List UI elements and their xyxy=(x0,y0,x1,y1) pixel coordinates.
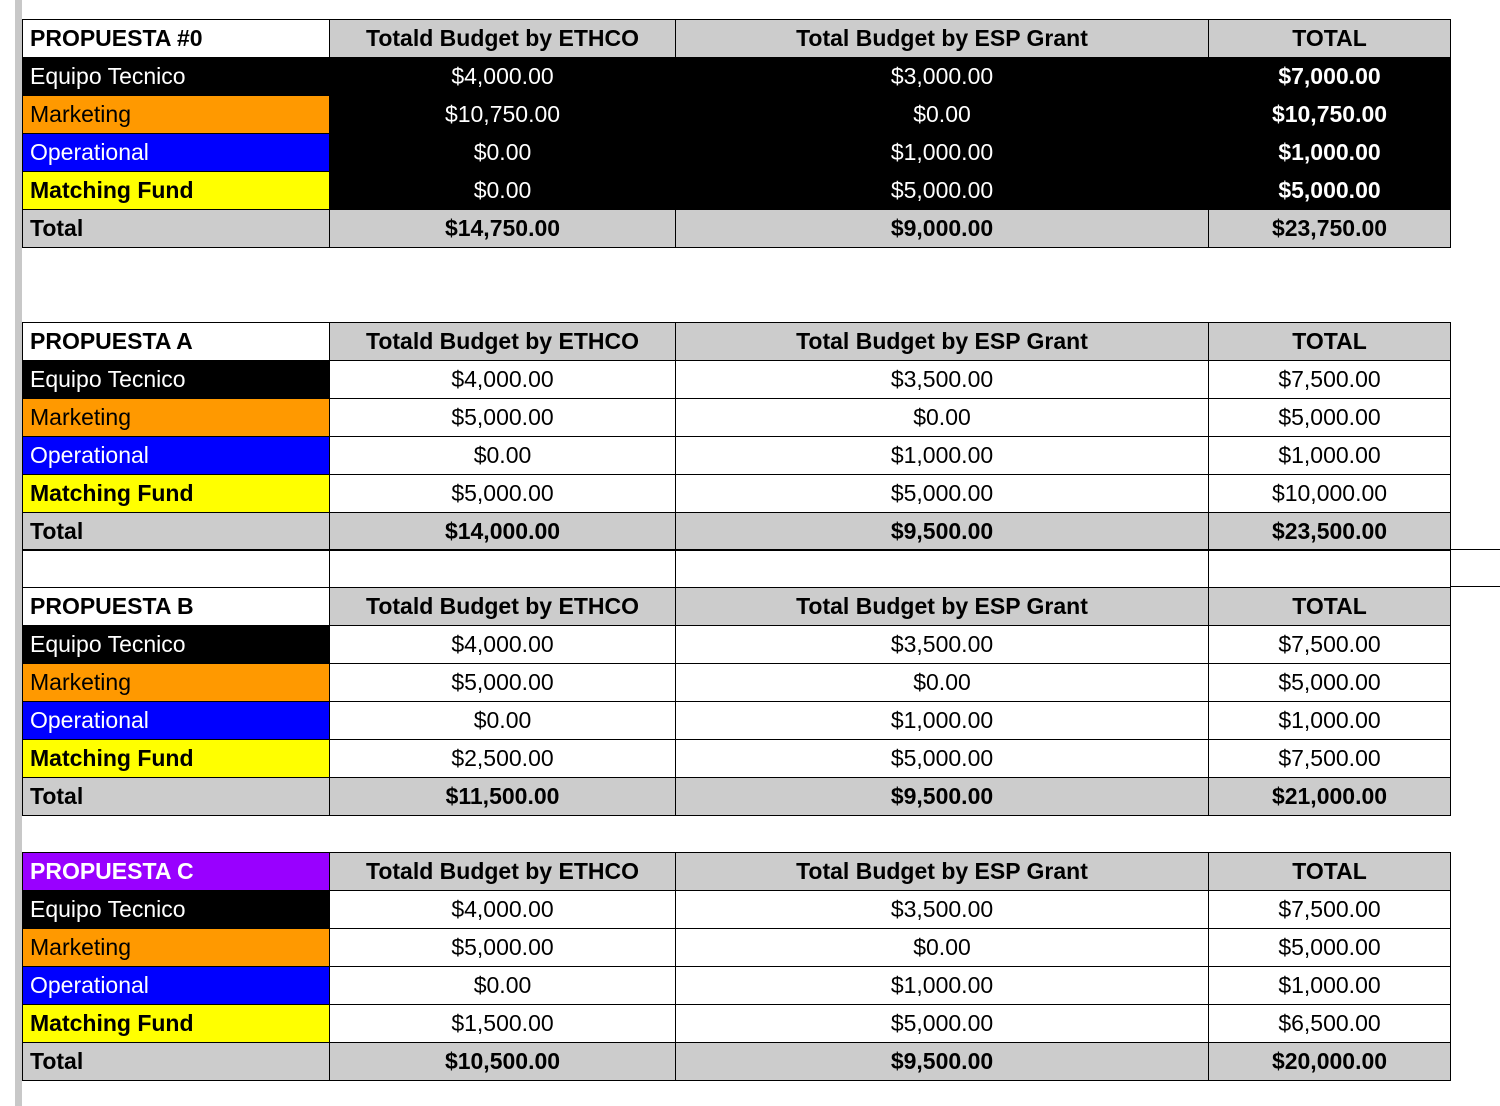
cell-esp-grant[interactable]: $9,500.00 xyxy=(676,1043,1209,1081)
table-row-equipo-tecnico xyxy=(23,891,1451,929)
cell-esp-grant[interactable]: $3,500.00 xyxy=(676,361,1209,399)
cell-esp-grant[interactable]: $1,000.00 xyxy=(676,967,1209,1005)
row-label[interactable]: Operational xyxy=(23,134,330,172)
budget-table-propuesta-0 xyxy=(22,19,1451,248)
table-row-matching-fund xyxy=(23,172,1451,210)
table-row-matching-fund xyxy=(23,1005,1451,1043)
cell-ethco[interactable]: $5,000.00 xyxy=(330,664,676,702)
cell-ethco[interactable]: $5,000.00 xyxy=(330,399,676,437)
cell-total[interactable]: $1,000.00 xyxy=(1209,702,1451,740)
cell-total[interactable]: $20,000.00 xyxy=(1209,1043,1451,1081)
cell-total[interactable]: $5,000.00 xyxy=(1209,929,1451,967)
table-row-marketing xyxy=(23,929,1451,967)
cell-total[interactable]: $6,500.00 xyxy=(1209,1005,1451,1043)
cell-total[interactable]: $7,000.00 xyxy=(1209,58,1451,96)
table-row-operational xyxy=(23,437,1451,475)
table-row-operational xyxy=(23,134,1451,172)
table-row-operational xyxy=(23,702,1451,740)
cell-esp-grant[interactable]: $5,000.00 xyxy=(676,172,1209,210)
table-row-operational xyxy=(23,967,1451,1005)
table-row-marketing xyxy=(23,399,1451,437)
row-label[interactable]: Equipo Tecnico xyxy=(23,361,330,399)
empty-cell[interactable] xyxy=(1209,550,1451,588)
table-header-row xyxy=(23,588,1451,626)
cell-total[interactable]: $10,750.00 xyxy=(1209,96,1451,134)
empty-cell[interactable] xyxy=(676,550,1209,588)
column-header-esp-grant[interactable]: Total Budget by ESP Grant xyxy=(676,853,1209,891)
budget-table-propuesta-c xyxy=(22,852,1451,1081)
cell-total[interactable]: $23,500.00 xyxy=(1209,513,1451,551)
column-header-ethco[interactable]: Totald Budget by ETHCO xyxy=(330,20,676,58)
row-label[interactable]: Matching Fund xyxy=(23,1005,330,1043)
row-label[interactable]: Equipo Tecnico xyxy=(23,891,330,929)
column-header-total[interactable]: TOTAL xyxy=(1209,588,1451,626)
gridline xyxy=(1450,586,1500,587)
cell-esp-grant[interactable]: $3,500.00 xyxy=(676,891,1209,929)
table-row-total xyxy=(23,513,1451,551)
cell-ethco[interactable]: $11,500.00 xyxy=(330,778,676,816)
cell-total[interactable]: $1,000.00 xyxy=(1209,967,1451,1005)
row-label[interactable]: Operational xyxy=(23,967,330,1005)
cell-esp-grant[interactable]: $9,000.00 xyxy=(676,210,1209,248)
cell-esp-grant[interactable]: $0.00 xyxy=(676,929,1209,967)
cell-ethco[interactable]: $5,000.00 xyxy=(330,929,676,967)
column-header-ethco[interactable]: Totald Budget by ETHCO xyxy=(330,853,676,891)
row-label[interactable]: Marketing xyxy=(23,929,330,967)
cell-ethco[interactable]: $0.00 xyxy=(330,702,676,740)
table-header-row xyxy=(23,323,1451,361)
cell-esp-grant[interactable]: $5,000.00 xyxy=(676,1005,1209,1043)
cell-ethco[interactable]: $4,000.00 xyxy=(330,58,676,96)
empty-row xyxy=(22,549,1451,588)
cell-total[interactable]: $1,000.00 xyxy=(1209,134,1451,172)
table-title[interactable]: PROPUESTA C xyxy=(23,853,330,891)
row-label[interactable]: Total xyxy=(23,1043,330,1081)
table-row-equipo-tecnico xyxy=(23,58,1451,96)
cell-ethco[interactable]: $0.00 xyxy=(330,967,676,1005)
cell-esp-grant[interactable]: $9,500.00 xyxy=(676,513,1209,551)
cell-ethco[interactable]: $4,000.00 xyxy=(330,361,676,399)
sheet-left-edge xyxy=(15,0,22,1106)
table-title[interactable]: PROPUESTA B xyxy=(23,588,330,626)
cell-esp-grant[interactable]: $0.00 xyxy=(676,399,1209,437)
column-header-total[interactable]: TOTAL xyxy=(1209,20,1451,58)
cell-total[interactable]: $5,000.00 xyxy=(1209,399,1451,437)
cell-ethco[interactable]: $10,750.00 xyxy=(330,96,676,134)
budget-table-propuesta-a xyxy=(22,322,1451,551)
row-label[interactable]: Matching Fund xyxy=(23,740,330,778)
cell-ethco[interactable]: $10,500.00 xyxy=(330,1043,676,1081)
table-title[interactable]: PROPUESTA #0 xyxy=(23,20,330,58)
column-header-total[interactable]: TOTAL xyxy=(1209,853,1451,891)
cell-total[interactable]: $7,500.00 xyxy=(1209,740,1451,778)
row-label[interactable]: Total xyxy=(23,210,330,248)
cell-esp-grant[interactable]: $1,000.00 xyxy=(676,134,1209,172)
cell-total[interactable]: $7,500.00 xyxy=(1209,626,1451,664)
cell-esp-grant[interactable]: $3,500.00 xyxy=(676,626,1209,664)
cell-total[interactable]: $7,500.00 xyxy=(1209,891,1451,929)
column-header-esp-grant[interactable]: Total Budget by ESP Grant xyxy=(676,323,1209,361)
cell-ethco[interactable]: $0.00 xyxy=(330,437,676,475)
budget-table-propuesta-b xyxy=(22,587,1451,816)
table-row-total xyxy=(23,210,1451,248)
row-label[interactable]: Total xyxy=(23,778,330,816)
empty-cell[interactable] xyxy=(23,550,330,588)
cell-ethco[interactable]: $5,000.00 xyxy=(330,475,676,513)
table-row-equipo-tecnico xyxy=(23,361,1451,399)
cell-ethco[interactable]: $0.00 xyxy=(330,134,676,172)
cell-esp-grant[interactable]: $0.00 xyxy=(676,664,1209,702)
cell-total[interactable]: $7,500.00 xyxy=(1209,361,1451,399)
table-row-matching-fund xyxy=(23,475,1451,513)
table-title[interactable]: PROPUESTA A xyxy=(23,323,330,361)
column-header-esp-grant[interactable]: Total Budget by ESP Grant xyxy=(676,588,1209,626)
row-label[interactable]: Operational xyxy=(23,702,330,740)
table-row-matching-fund xyxy=(23,740,1451,778)
cell-total[interactable]: $21,000.00 xyxy=(1209,778,1451,816)
column-header-ethco[interactable]: Totald Budget by ETHCO xyxy=(330,323,676,361)
cell-ethco[interactable]: $14,750.00 xyxy=(330,210,676,248)
cell-esp-grant[interactable]: $5,000.00 xyxy=(676,740,1209,778)
gridline xyxy=(1450,549,1500,550)
cell-total[interactable]: $23,750.00 xyxy=(1209,210,1451,248)
cell-esp-grant[interactable]: $9,500.00 xyxy=(676,778,1209,816)
cell-ethco[interactable]: $14,000.00 xyxy=(330,513,676,551)
row-label[interactable]: Equipo Tecnico xyxy=(23,626,330,664)
column-header-total[interactable]: TOTAL xyxy=(1209,323,1451,361)
cell-total[interactable]: $1,000.00 xyxy=(1209,437,1451,475)
row-label[interactable]: Total xyxy=(23,513,330,551)
cell-total[interactable]: $5,000.00 xyxy=(1209,664,1451,702)
empty-cell[interactable] xyxy=(330,550,676,588)
cell-total[interactable]: $5,000.00 xyxy=(1209,172,1451,210)
row-label[interactable]: Matching Fund xyxy=(23,475,330,513)
column-header-ethco[interactable]: Totald Budget by ETHCO xyxy=(330,588,676,626)
column-header-esp-grant[interactable]: Total Budget by ESP Grant xyxy=(676,20,1209,58)
cell-esp-grant[interactable]: $5,000.00 xyxy=(676,475,1209,513)
cell-ethco[interactable]: $2,500.00 xyxy=(330,740,676,778)
cell-ethco[interactable]: $4,000.00 xyxy=(330,626,676,664)
cell-total[interactable]: $10,000.00 xyxy=(1209,475,1451,513)
row-label[interactable]: Matching Fund xyxy=(23,172,330,210)
row-label[interactable]: Equipo Tecnico xyxy=(23,58,330,96)
cell-ethco[interactable]: $1,500.00 xyxy=(330,1005,676,1043)
cell-esp-grant[interactable]: $1,000.00 xyxy=(676,702,1209,740)
table-row-total xyxy=(23,1043,1451,1081)
table-header-row xyxy=(23,853,1451,891)
cell-ethco[interactable]: $0.00 xyxy=(330,172,676,210)
table-row-total xyxy=(23,778,1451,816)
row-label[interactable]: Marketing xyxy=(23,96,330,134)
table-row-equipo-tecnico xyxy=(23,626,1451,664)
row-label[interactable]: Marketing xyxy=(23,664,330,702)
cell-esp-grant[interactable]: $3,000.00 xyxy=(676,58,1209,96)
cell-esp-grant[interactable]: $1,000.00 xyxy=(676,437,1209,475)
row-label[interactable]: Operational xyxy=(23,437,330,475)
cell-esp-grant[interactable]: $0.00 xyxy=(676,96,1209,134)
cell-ethco[interactable]: $4,000.00 xyxy=(330,891,676,929)
table-header-row xyxy=(23,20,1451,58)
table-row-marketing xyxy=(23,96,1451,134)
row-label[interactable]: Marketing xyxy=(23,399,330,437)
table-row-marketing xyxy=(23,664,1451,702)
